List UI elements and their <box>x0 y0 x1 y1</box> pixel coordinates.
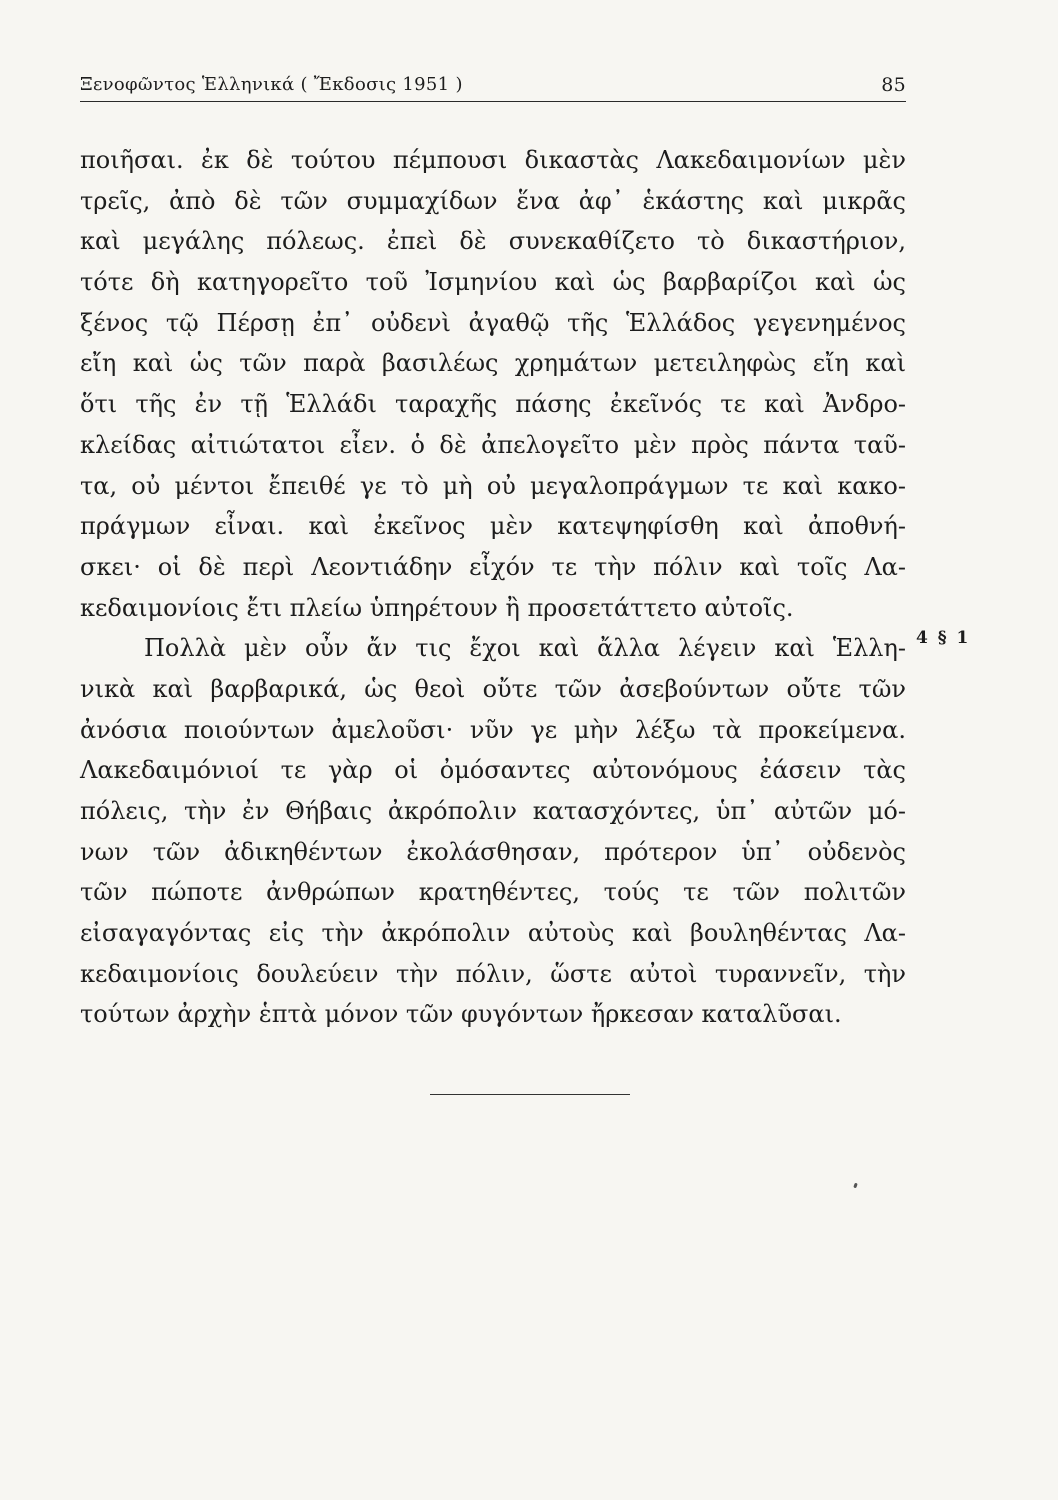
text-line: Λακεδαιμόνιοί τε γὰρ οἱ ὀμόσαντες αὐτονόμους ἐάσειν τὰς <box>80 756 906 785</box>
text-line: τρεῖς, ἀπὸ δὲ τῶν συμμαχίδων ἕνα ἀφ᾽ ἑκάστης καὶ μικρᾶς <box>80 186 906 215</box>
text-line: τότε δὴ κατηγορεῖτο τοῦ Ἰσμηνίου καὶ ὡς βαρβαρίζοι καὶ ὡς <box>80 268 906 297</box>
text-line: κεδαιμονίοις δουλεύειν τὴν πόλιν, ὥστε αὐτοὶ τυραννεῖν, τὴν <box>80 959 906 988</box>
text-line: νων τῶν ἀδικηθέντων ἐκολάσθησαν, πρότερον ὑπ᾽ οὐδενὸς <box>80 837 906 866</box>
running-head-title: Ξενοφῶντος Ἑλληνικά ( Ἔκδοσις 1951 ) <box>80 74 463 95</box>
text-line: εἰσαγαγόντας εἰς τὴν ἀκρόπολιν αὐτοὺς καὶ βουληθέντας Λα- <box>80 919 906 948</box>
text-line: καὶ μεγάλης πόλεως. ἐπεὶ δὲ συνεκαθίζετο τὸ δικαστήριον, <box>80 227 906 256</box>
text-line: ξένος τῷ Πέρσῃ ἐπ᾽ οὐδενὶ ἀγαθῷ τῆς Ἑλλάδος γεγενημένος <box>80 308 906 337</box>
text-line: νικὰ καὶ βαρβαρικά, ὡς θεοὶ οὔτε τῶν ἀσεβούντων οὔτε τῶν <box>80 674 906 703</box>
text-line: πράγμων εἶναι. καὶ ἐκεῖνος μὲν κατεψηφίσθη καὶ ἀποθνή- <box>80 512 906 541</box>
paragraph-start-line: Πολλὰ μὲν οὖν ἄν τις ἔχοι καὶ ἄλλα λέγειν καὶ Ἑλλη- <box>144 634 906 663</box>
text-line: τῶν πώποτε ἀνθρώπων κρατηθέντες, τούς τε τῶν πολιτῶν <box>80 878 906 907</box>
header-rule <box>80 101 906 102</box>
print-speck <box>853 1183 858 1189</box>
text-line: σκει· οἱ δὲ περὶ Λεοντιάδην εἶχόν τε τὴν πόλιν καὶ τοῖς Λα- <box>80 552 906 581</box>
page-number: 85 <box>881 74 906 96</box>
running-head <box>80 74 906 98</box>
text-line: τούτων ἀρχὴν ἑπτὰ μόνον τῶν φυγόντων ἤρκεσαν καταλῦσαι. <box>80 1000 842 1029</box>
section-marker: 4 § 1 <box>916 628 971 648</box>
text-line: τα, οὐ μέντοι ἔπειθέ γε τὸ μὴ οὐ μεγαλοπράγμων τε καὶ κακο- <box>80 471 906 500</box>
text-line: κλείδας αἰτιώτατοι εἶεν. ὁ δὲ ἀπελογεῖτο μὲν πρὸς πάντα ταῦ- <box>80 430 906 459</box>
text-line: ὅτι τῆς ἐν τῇ Ἑλλάδι ταραχῆς πάσης ἐκεῖνός τε καὶ Ἀνδρο- <box>80 390 906 419</box>
text-line: πόλεις, τὴν ἐν Θήβαις ἀκρόπολιν κατασχόντες, ὑπ᾽ αὐτῶν μό- <box>80 797 906 825</box>
text-line: εἴη καὶ ὡς τῶν παρὰ βασιλέως χρημάτων μετειληφὼς εἴη καὶ <box>80 349 906 378</box>
text-line: ἀνόσια ποιούντων ἀμελοῦσι· νῦν γε μὴν λέξω τὰ προκείμενα. <box>80 715 906 744</box>
text-line: κεδαιμονίοις ἔτι πλείω ὑπηρέτουν ἢ προσετάττετο αὐτοῖς. <box>80 593 794 622</box>
body-text <box>80 140 906 1035</box>
end-rule <box>430 1094 630 1095</box>
text-line: ποιῆσαι. ἐκ δὲ τούτου πέμπουσι δικαστὰς Λακεδαιμονίων μὲν <box>80 146 906 174</box>
